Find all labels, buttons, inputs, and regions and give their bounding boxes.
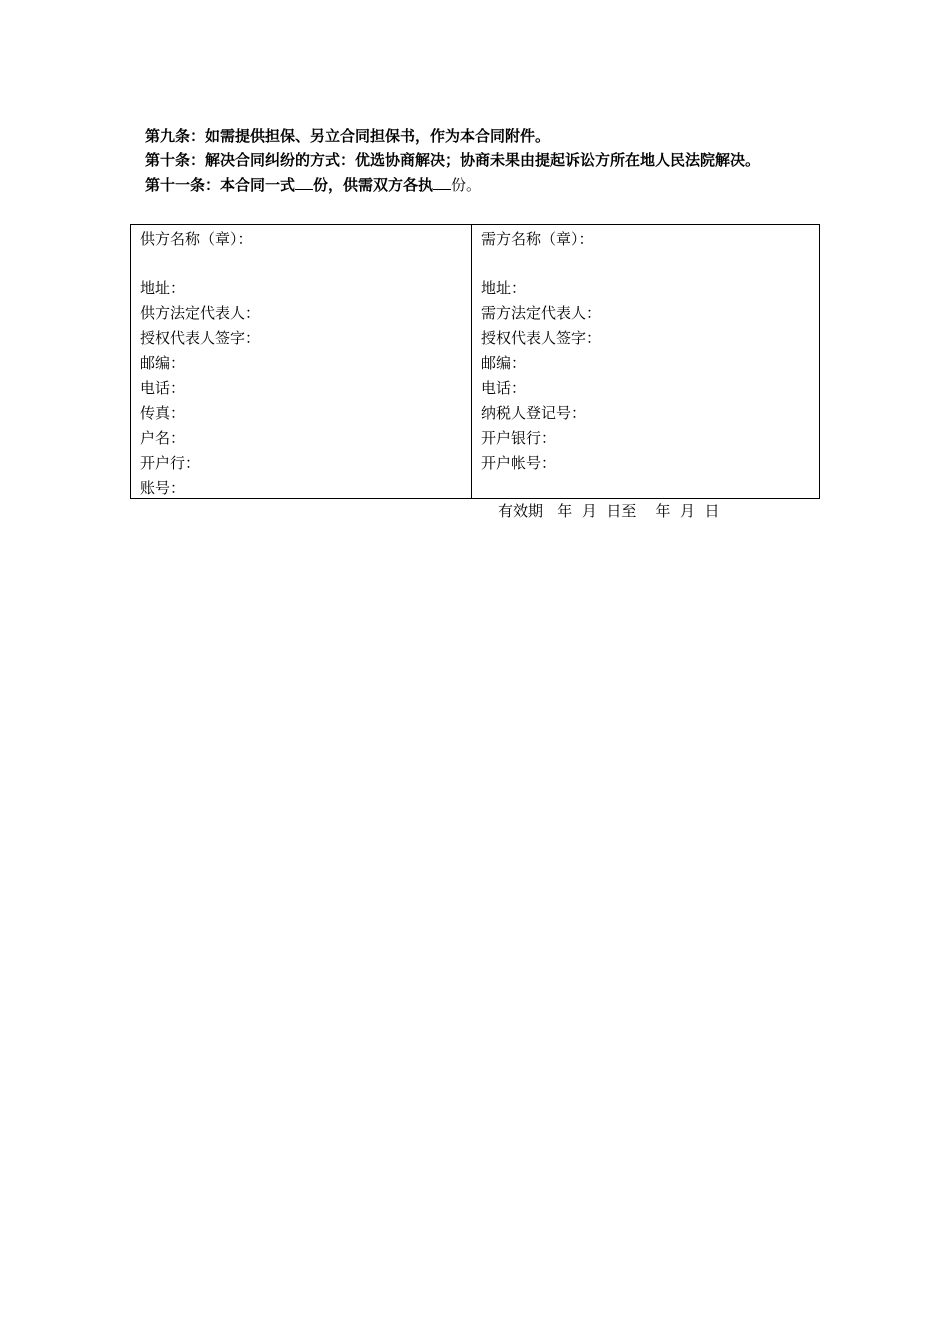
buyer-address-field: 地址： (481, 279, 527, 297)
supplier-postcode-field: 邮编： (140, 354, 186, 372)
clause-11-prefix: 第十一条：本合同一式 (145, 176, 296, 194)
buyer-phone-field: 电话： (481, 379, 527, 397)
supplier-address-field: 地址： (140, 279, 186, 297)
supplier-authorized-signature-field: 授权代表人签字： (140, 329, 261, 347)
contract-clauses (145, 124, 817, 197)
supplier-bank-field: 开户行： (140, 454, 201, 472)
signature-table (130, 224, 820, 499)
clause-9: 第九条：如需提供担保、另立合同担保书，作为本合同附件。 (145, 127, 551, 145)
copies-total-blank[interactable] (295, 172, 313, 190)
supplier-column (131, 225, 472, 498)
buyer-authorized-signature-field: 授权代表人签字： (481, 329, 602, 347)
clause-10: 第十条：解决合同纠纷的方式：优选协商解决；协商未果由提起诉讼方所在地人民法院解决。 (145, 151, 761, 169)
buyer-taxpayer-id-field: 纳税人登记号： (481, 404, 587, 422)
supplier-seal-space[interactable] (140, 252, 471, 276)
buyer-seal-space[interactable] (481, 252, 819, 276)
buyer-column (472, 225, 819, 498)
copies-each-blank[interactable] (433, 172, 451, 190)
buyer-name-label: 需方名称（章）： (481, 230, 594, 248)
supplier-legal-rep-field: 供方法定代表人： (140, 304, 261, 322)
supplier-phone-field: 电话： (140, 379, 186, 397)
supplier-account-number-field: 账号： (140, 479, 186, 497)
supplier-account-name-field: 户名： (140, 429, 186, 447)
supplier-name-label: 供方名称（章）： (140, 230, 253, 248)
supplier-fax-field: 传真： (140, 404, 186, 422)
buyer-legal-rep-field: 需方法定代表人： (481, 304, 602, 322)
buyer-account-number-field: 开户帐号： (481, 454, 557, 472)
validity-period: 有效期 年 月 日至 年 月 日 (498, 502, 720, 520)
clause-11-middle: 份，供需双方各执 (313, 176, 434, 194)
clause-11 (145, 172, 817, 197)
buyer-postcode-field: 邮编： (481, 354, 527, 372)
clause-11-suffix: 份。 (451, 176, 482, 194)
buyer-bank-field: 开户银行： (481, 429, 557, 447)
